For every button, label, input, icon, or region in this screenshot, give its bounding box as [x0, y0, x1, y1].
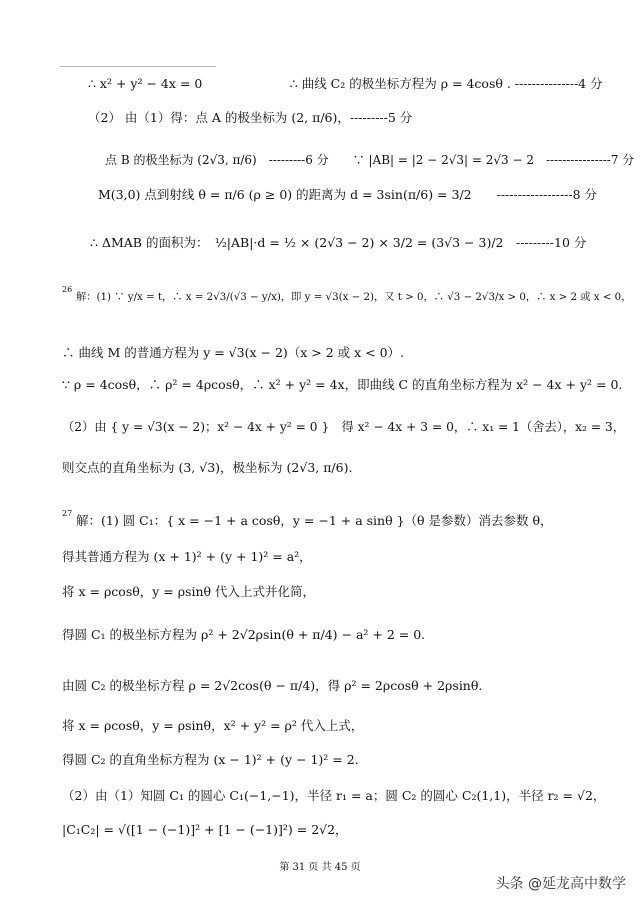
solution-line: 得其普通方程为 (x + 1)² + (y + 1)² = a²，: [62, 549, 312, 564]
solution-line: 得圆 C₂ 的直角坐标方程为 (x − 1)² + (y − 1)² = 2.: [62, 752, 359, 767]
solution-line: |C₁C₂| = √([1 − (−1)]² + [1 − (−1)]²) = 2√2，: [62, 822, 348, 837]
question-number: 27: [62, 509, 73, 518]
solution-line: （2）由 { y = √3(x − 2)；x² − 4x + y² = 0 } 得 x² − 4x + 3 = 0，∴ x₁ = 1（舍去），x₂ = 3，: [62, 420, 626, 434]
solution-line: ∴ x² + y² − 4x = 0 ∴ 曲线 C₂ 的极坐标方程为 ρ = 4cosθ . ---------------4 分: [88, 76, 603, 91]
solution-line: M(3,0) 点到射线 θ = π/6 (ρ ≥ 0) 的距离为 d = 3sin(π/6) = 3/2 ------------------8 分: [98, 187, 598, 202]
watermark: 头条 @延龙高中数学: [495, 876, 626, 892]
solution-line: 将 x = ρcosθ，y = ρsinθ，x² + y² = ρ² 代入上式，: [62, 718, 364, 733]
solution-line: （2） 由（1）得：点 A 的极坐标为 (2, π/6)，---------5 分: [88, 110, 413, 125]
question-number: 26: [62, 285, 73, 294]
solution-line: （2）由（1）知圆 C₁ 的圆心 C₁(−1,−1)，半径 r₁ = a；圆 C₂ 的圆心 C₂(1,1)，半径 r₂ = √2，: [62, 788, 606, 803]
solution-line: ∴ ΔMAB 的面积为： ½|AB|·d = ½ × (2√3 − 2) × 3/2 = (3√3 − 3)/2 ---------10 分: [90, 235, 587, 250]
solution-line: 解：(1) 圆 C₁：{ x = −1 + a cosθ，y = −1 + a sinθ }（θ 是参数）消去参数 θ，: [76, 513, 553, 528]
solution-line: 得圆 C₁ 的极坐标方程为 ρ² + 2√2ρsin(θ + π/4) − a² + 2 = 0.: [62, 627, 426, 642]
solution-line: ∵ ρ = 4cosθ，∴ ρ² = 4ρcosθ，∴ x² + y² = 4x，即曲线 C 的直角坐标方程为 x² − 4x + y² = 0.: [62, 377, 623, 392]
solution-line: 点 B 的极坐标为 (2√3, π/6) ---------6 分 ∵ |AB| = |2 − 2√3| = 2√3 − 2 ----------------7 分: [105, 153, 635, 167]
solution-line: 由圆 C₂ 的极坐标方程 ρ = 2√2cos(θ − π/4)，得 ρ² = 2ρcosθ + 2ρsinθ.: [62, 678, 483, 693]
solution-line: 将 x = ρcosθ，y = ρsinθ 代入上式并化简，: [62, 584, 316, 599]
page-footer: 第 31 页 共 45 页: [279, 862, 361, 873]
solution-line: 则交点的直角坐标为 (3, √3)，极坐标为 (2√3, π/6).: [62, 460, 353, 475]
header-rule: [60, 66, 216, 67]
solution-line: ∴ 曲线 M 的普通方程为 y = √3(x − 2)（x > 2 或 x < 0）.: [62, 345, 405, 360]
solution-line: 解：(1) ∵ y/x = t，∴ x = 2√3/(√3 − y/x)，即 y = √3(x − 2)，又 t > 0，∴ √3 − 2√3/x > 0，∴ x > 2 或 x < 0，: [76, 291, 632, 303]
